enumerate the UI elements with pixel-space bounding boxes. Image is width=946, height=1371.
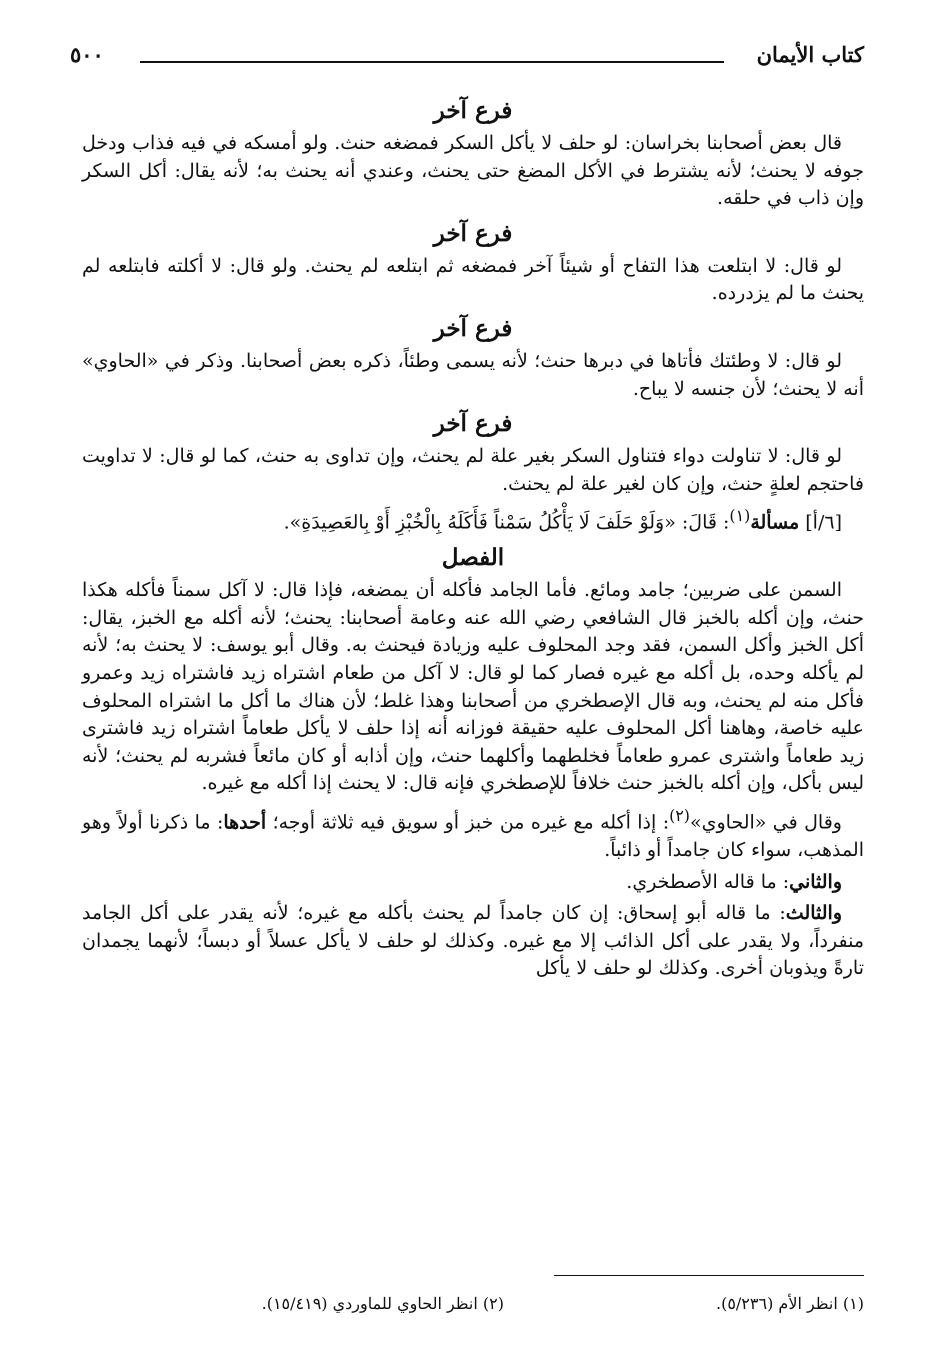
footnote-marker-2: (٢) bbox=[669, 806, 690, 826]
paragraph-6-start: وقال في «الحاوي» bbox=[689, 811, 842, 834]
page-header bbox=[70, 36, 864, 76]
section-heading-2: فرع آخر bbox=[433, 219, 513, 247]
paragraph-8-text: : ما قاله أبو إسحاق: إن كان جامداً لم يحنث بأكله مع غيره؛ لأنه يقدر على أكل الجامد منفرداً، ولا يقدر على أكل الذائب إلا مع غيره. وكذلك لو حلف لا يأكل عسلاً أو دبساً؛ لأنهما يجمدان تارةً ويذوبان أخرى. وكذلك لو حلف لا يأكل bbox=[82, 902, 864, 980]
footnote-marker-1: (١) bbox=[729, 506, 751, 526]
second-opinion-label: والثاني bbox=[789, 870, 842, 893]
footnote-1: (١) انظر الأم (٥/٢٣٦). bbox=[715, 1294, 864, 1313]
paragraph-5: السمن على ضربين؛ جامد ومائع. فأما الجامد فأكله أن يمضغه، فإذا قال: لا آكل سمناً فأكله هكذا حنث، وإن أكله بالخبز قال الشافعي رضي الله عنه وعامة أصحابنا: يحنث؛ لأنه أكله مع الخبز، يقال: أكل الخبز وأكل السمن، فقد وجد المحلوف عليه وزيادة فيحنث به. وقال أبو يوسف: لا يحنث به؛ لأنه لم يأكله وحده، بل أكله مع غيره فصار كما لو قال: لا آكل من طعام اشتراه زيد فاشتراه زيد وعمرو فأكل منه لم يحنث، وبه قال الإصطخري من أصحابنا وهذا غلط؛ لأن هناك ما أكل ما اشتراه المحلوف عليه خاصة، وهاهنا أكل المحلوف عليه حقيقة فوزانه أنه إذا حلف لا يأكل طعاماً اشتراه زيد فاشترى زيد طعاماً واشترى عمرو طعاماً فخلطهما وأكلهما حنث، وإن أذابه أو كان مائعاً فشربه لم يحنث؛ لأنه ليس بأكل، وإن أكله بالخبز حنث خلافاً للإصطخري فإنه قال: لا يحنث إذا أكله مع غيره. bbox=[82, 579, 864, 795]
masala-text: : قَالَ: «وَلَوْ حَلَفَ لَا يَأْكُلُ سَمْناً فَأَكَلَهُ بِالْخُبْزِ أَوْ بِالعَصِيدَةِ». bbox=[283, 511, 730, 534]
paragraph-4: لو قال: لا تناولت دواء فتناول السكر بغير علة لم يحنث، وإن تداوى به حنث، كما لو قال: لا تداويت فاحتجم لعلةٍ حنث، وإن كان لغير علة لم يحنث. bbox=[82, 445, 864, 495]
footnote-rule bbox=[554, 1275, 864, 1276]
footnote-2: (٢) انظر الحاوي للماوردي (١٥/٤١٩). bbox=[261, 1294, 504, 1313]
paragraph-6-middle: : إذا أكله مع غيره من خبز أو سويق فيه ثلاثة أوجه؛ bbox=[266, 811, 670, 834]
paragraph-2: لو قال: لا ابتلعت هذا التفاح أو شيئاً آخر فمضغه ثم ابتلعه لم يحنث. ولو قال: لا أكلته فابتلعه لم يحنث ما لم يزدرده. bbox=[82, 254, 864, 305]
section-heading-3: فرع آخر bbox=[433, 314, 513, 342]
paragraph-7-text: : ما قاله الأصطخري. bbox=[626, 870, 790, 893]
paragraph-7 bbox=[82, 869, 864, 897]
paragraph-6 bbox=[82, 802, 864, 865]
masala-line bbox=[82, 502, 864, 537]
section-heading-4: فرع آخر bbox=[433, 410, 513, 438]
paragraph-1: قال بعض أصحابنا بخراسان: لو حلف لا يأكل السكر فمضغه حنث. ولو أمسكه في فيه فذاب ودخل جوفه لا يحنث؛ لأنه يشترط في الأكل المضغ حتى يحنث، وعندي أنه يحنث به؛ لأنه يقال: أكل السكر وإن ذاب في حلقه. bbox=[82, 132, 864, 210]
section-heading-1: فرع آخر bbox=[433, 97, 513, 124]
third-opinion-label: والثالث bbox=[785, 902, 842, 925]
page-number: ٥٠٠ bbox=[70, 42, 104, 67]
paragraph-8 bbox=[82, 900, 864, 983]
paragraph-6-end: : ما ذكرنا أولاً وهو المذهب، سواء كان جامداً أو ذائباً. bbox=[82, 811, 864, 861]
running-title: كتاب الأيمان bbox=[756, 42, 864, 67]
header-rule bbox=[140, 61, 724, 63]
section-heading-fasl: الفصل bbox=[441, 544, 505, 572]
masala-folio-ref: [٦/أ] bbox=[805, 511, 842, 534]
first-opinion-label: أحدها bbox=[223, 811, 267, 834]
page-body bbox=[82, 90, 864, 987]
masala-label: مسألة bbox=[750, 511, 800, 534]
paragraph-3: لو قال: لا وطئتك فأتاها في دبرها حنث؛ لأنه يسمى وطئاً، ذكره بعض أصحابنا. وذكر في «الحاوي» أنه لا يحنث؛ لأن جنسه لا يباح. bbox=[82, 349, 864, 400]
